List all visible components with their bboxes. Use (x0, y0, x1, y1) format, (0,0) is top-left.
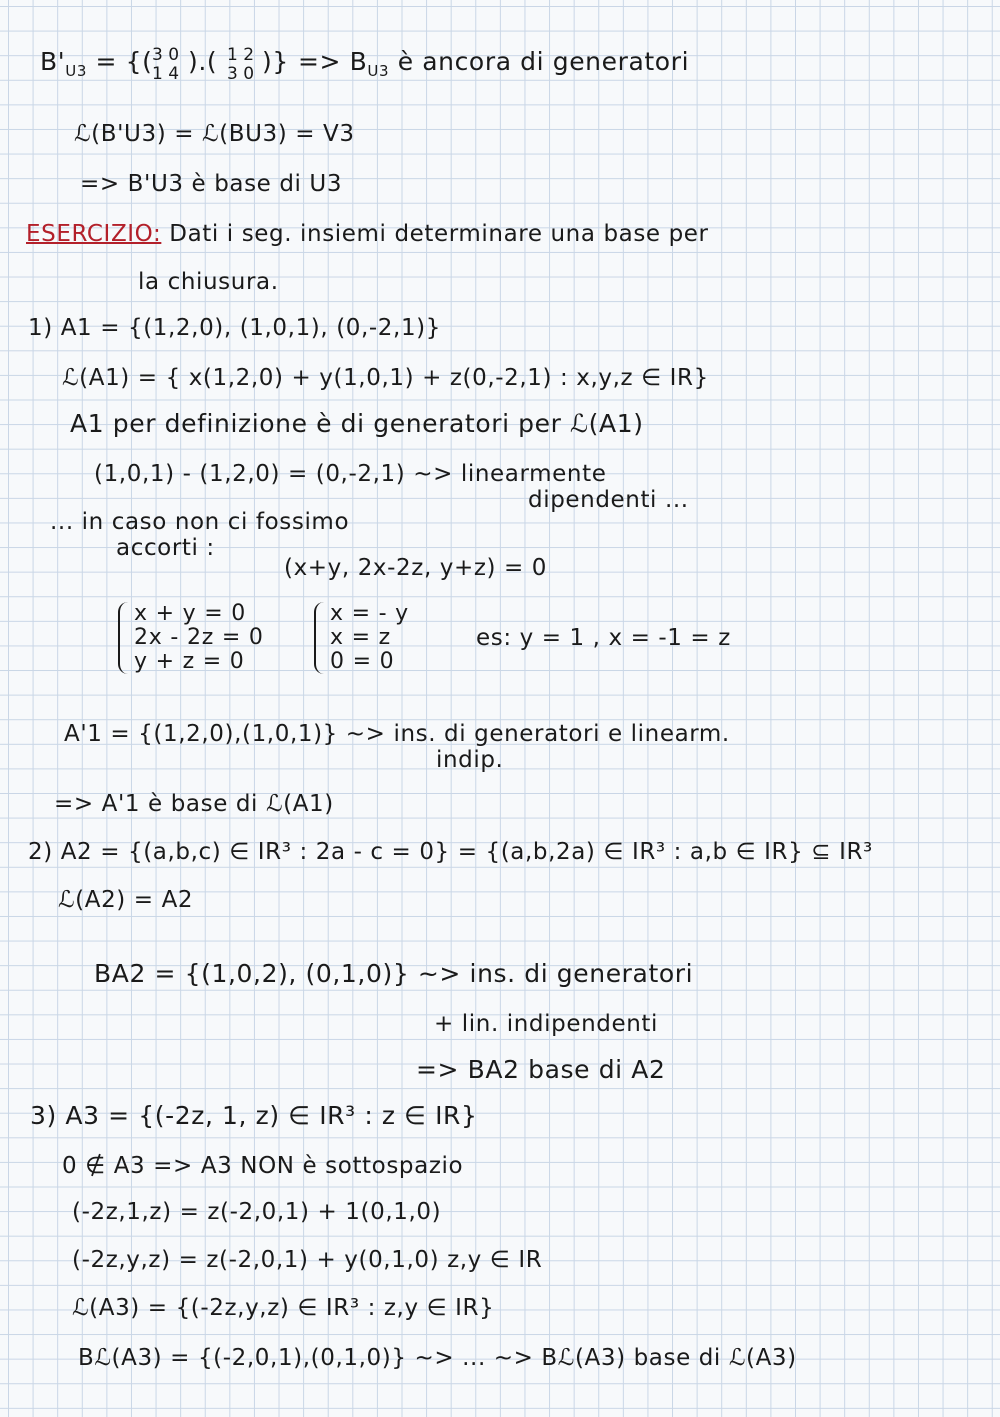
matrix-separator: ).( (188, 47, 218, 76)
a1-generators-def: A1 per definizione è di generatori per ℒ(A1) (70, 409, 644, 438)
dependent-text: dipendenti ... (528, 487, 689, 513)
implies-b: => B (298, 47, 368, 76)
set-a2: 2) A2 = {(a,b,c) ∈ IR³ : 2a - c = 0} = {(a,b,2a) ∈ IR³ : a,b ∈ IR} ⊆ IR³ (28, 839, 873, 865)
matrix-1-row-2: 1 4 (152, 64, 180, 84)
exercise-header (26, 220, 709, 248)
independent-text: indip. (436, 747, 504, 773)
span-a1: ℒ(A1) = { x(1,2,0) + y(1,0,1) + z(0,-2,1) : x,y,z ∈ IR} (62, 365, 709, 391)
in-case-text: ... in caso non ci fossimo (50, 509, 350, 535)
implies-b-subscript: U3 (367, 62, 390, 80)
set-a1-prime: A'1 = {(1,2,0),(1,0,1)} ~> ins. di generatori e linearm. (64, 721, 730, 747)
base-span-a3: Bℒ(A3) = {(-2,0,1),(0,1,0)} ~> ... ~> Bℒ(A3) base di ℒ(A3) (78, 1345, 797, 1371)
span-a3: ℒ(A3) = {(-2z,y,z) ∈ IR³ : z,y ∈ IR} (72, 1295, 495, 1321)
system-2 (314, 602, 409, 674)
matrix-2 (225, 46, 256, 84)
system-2-eq-1: x = - y (330, 601, 409, 626)
base-conclusion: => B'U3 è base di U3 (80, 171, 343, 197)
system-2-eq-3: 0 = 0 (330, 649, 395, 674)
vector-equation: (x+y, 2x-2z, y+z) = 0 (284, 555, 548, 581)
matrix-2-row-1: 1 2 (227, 45, 255, 65)
a3-decomposition: (-2z,1,z) = z(-2,0,1) + 1(0,1,0) (72, 1199, 442, 1225)
system-2-eq-2: x = z (330, 625, 391, 650)
system-1-eq-2: 2x - 2z = 0 (134, 625, 264, 650)
linear-combination: (1,0,1) - (1,2,0) = (0,-2,1) ~> linearmente (94, 461, 607, 487)
system-1-eq-1: x + y = 0 (134, 601, 247, 626)
noticed-text: accorti : (116, 535, 215, 561)
lin-indep-text: + lin. indipendenti (434, 1011, 658, 1037)
a3-not-subspace: 0 ∉ A3 => A3 NON è sottospazio (62, 1153, 464, 1179)
matrix-2-row-2: 3 0 (227, 64, 255, 84)
example-values: es: y = 1 , x = -1 = z (476, 625, 731, 651)
system-1-brace (118, 602, 130, 674)
system-1 (118, 602, 264, 674)
set-a1: 1) A1 = {(1,2,0), (1,0,1), (0,-2,1)} (28, 315, 441, 341)
set-a3: 3) A3 = {(-2z, 1, z) ∈ IR³ : z ∈ IR} (30, 1101, 478, 1130)
exercise-text: Dati i seg. insiemi determinare una base per (169, 221, 709, 247)
base-a2: BA2 = {(1,0,2), (0,1,0)} ~> ins. di generatori (94, 959, 694, 988)
a1-prime-base: => A'1 è base di ℒ(A1) (54, 791, 334, 817)
matrix-1-row-1: 3 0 (152, 45, 180, 65)
a2-base-conclusion: => BA2 base di A2 (416, 1055, 666, 1084)
exercise-text-2: la chiusura. (138, 269, 279, 295)
line-b-conclusion (298, 48, 689, 85)
set-close: )} (262, 47, 289, 76)
span-equality: ℒ(B'U3) = ℒ(BU3) = V3 (74, 121, 355, 147)
line-b-prime (40, 48, 152, 85)
exercise-label: ESERCIZIO: (26, 221, 162, 247)
a3-general-form: (-2z,y,z) = z(-2,0,1) + y(0,1,0) z,y ∈ IR (72, 1247, 543, 1273)
still-generators-text: è ancora di generatori (397, 47, 690, 76)
b-prime-symbol: B' (40, 47, 66, 76)
span-a2: ℒ(A2) = A2 (58, 887, 194, 913)
b-prime-subscript: U3 (65, 62, 87, 80)
set-open: = {( (95, 47, 153, 76)
system-2-brace (314, 602, 326, 674)
matrix-1 (150, 46, 181, 84)
system-1-eq-3: y + z = 0 (134, 649, 245, 674)
